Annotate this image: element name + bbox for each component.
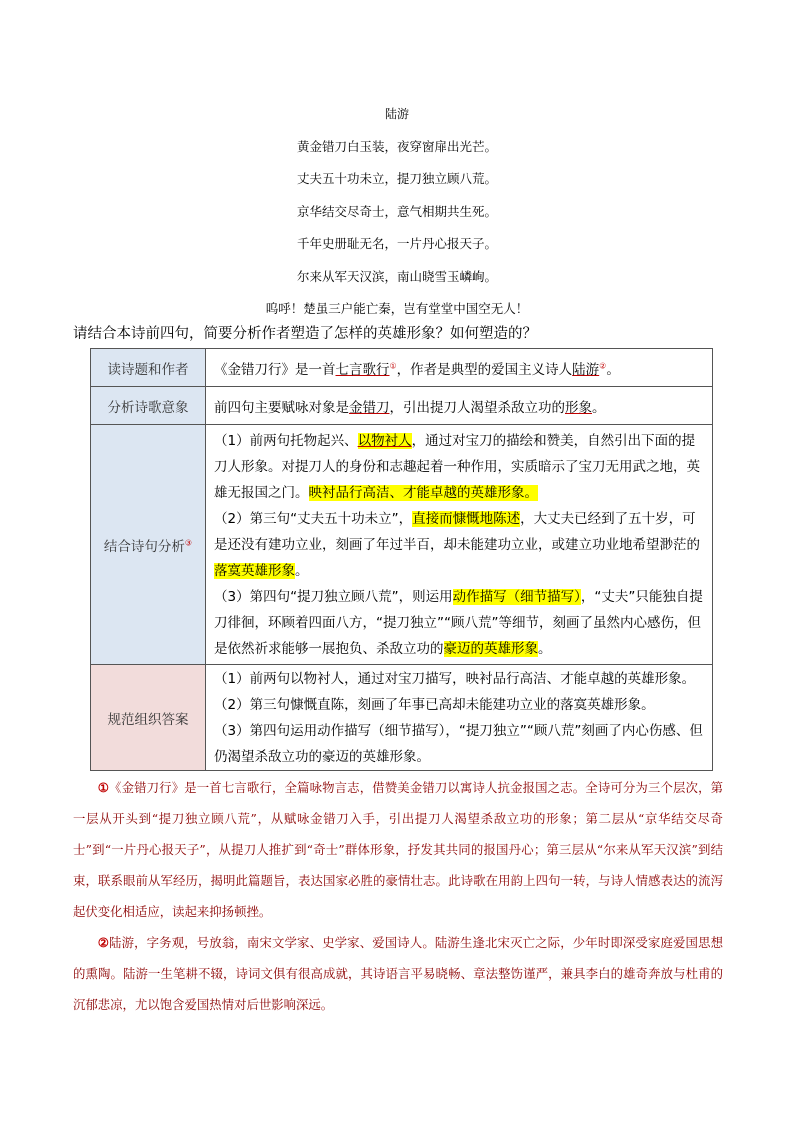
- poem-line: 千年史册耻无名，一片丹心报天子。: [296, 236, 497, 251]
- underlined-text: 金错刀: [349, 399, 390, 416]
- note-paragraph: [73, 927, 723, 1020]
- row-label: 读诗题和作者: [91, 349, 206, 387]
- text: （3）第四句“提刀独立顾八荒”，则运用: [214, 588, 453, 605]
- text: （2）第三句“丈夫五十功未立”，: [214, 510, 413, 527]
- analysis-paragraph: [214, 584, 704, 662]
- note-number: ①: [97, 780, 110, 795]
- underlined-text: 形象: [565, 399, 592, 416]
- highlighted-text: 动作描写（细节描写）: [452, 588, 581, 605]
- underlined-text: 七言歌行: [335, 361, 390, 378]
- poem-author: 陆游: [384, 107, 409, 121]
- row-content: [206, 665, 713, 771]
- analysis-paragraph: [214, 428, 704, 506]
- text: （1）前两句托物起兴、: [214, 432, 358, 449]
- text: ，通过对宝刀的描绘和赞美，自然引出下面的提刀人形象。对提刀人的身份和志趣起着一种作用，实质暗示了宝刀无用武之地，英雄无报国之门。: [214, 432, 700, 501]
- row-content: [206, 349, 713, 387]
- highlighted-text: 落寞英雄形象: [214, 562, 295, 579]
- highlighted-text: 直接而慷慨地陈述: [412, 510, 521, 527]
- row-content: [206, 425, 713, 665]
- note-text: 《金错刀行》是一首七言歌行，全篇咏物言志，借赞美金错刀以寓诗人抗金报国之志。全诗可分为三个层次，第一层从开头到“提刀独立顾八荒”，从赋咏金错刀入手，引出提刀人渴望杀敌立功的形象；第二层从“京华结交尽奇士”到“一片丹心报天子”，从提刀人推扩到“奇士”群体形象，抒发其共同的报国丹心；第三层从“尔来从军天汉滨”到结束，联系眼前从军经历，揭明此篇题旨，表达国家必胜的豪情壮志。此诗歌在用韵上四句一转，与诗人情感表达的流泻起伏变化相适应，读起来抑扬顿挫。: [73, 780, 723, 919]
- text: ，作者是典型的爱国主义诗人: [396, 361, 573, 378]
- answer-line: （2）第三句慷慨直陈，刻画了年事已高却未能建功立业的落寞英雄形象。: [214, 696, 655, 713]
- highlighted-text: 映衬品行高洁、才能卓越的英雄形象。: [308, 484, 538, 501]
- row-label: 分析诗歌意象: [91, 387, 206, 425]
- text: 。: [538, 640, 552, 657]
- note-paragraph: [73, 772, 723, 927]
- poem-line: 丈夫五十功未立，提刀独立顾八荒。: [296, 171, 497, 186]
- poem-line: 呜呼！楚虽三户能亡秦，岂有堂堂中国空无人！: [265, 301, 529, 316]
- text: ，引出提刀人渴望杀敌立功的: [389, 399, 565, 416]
- poem-line: 京华结交尽奇士，意气相期共生死。: [296, 203, 497, 219]
- row-label: 规范组织答案: [91, 665, 206, 771]
- footnote-mark: ①: [389, 361, 397, 370]
- poem-line: 尔来从军天汉滨，南山晓雪玉嶙峋。: [296, 268, 497, 284]
- question: 请结合本诗前四句，简要分析作者塑造了怎样的英雄形象？如何塑造的？: [73, 326, 537, 342]
- table-row: [91, 425, 713, 665]
- answer-table: [90, 348, 713, 771]
- poem: [0, 98, 794, 326]
- table-row: [91, 349, 713, 387]
- row-content: [206, 387, 713, 425]
- highlighted-text: 豪迈的英雄形象: [443, 640, 538, 657]
- text: 前四句主要赋咏对象是: [214, 399, 349, 416]
- footnote-mark: ③: [184, 538, 193, 547]
- analysis-paragraph: [214, 506, 704, 584]
- label-text: 结合诗句分析: [103, 538, 185, 555]
- table-row: [91, 387, 713, 425]
- text: ，大丈夫已经到了五十岁，可是还没有建功立业，刻画了年过半百，却未能建功立业，或建立功业地希望渺茫的: [214, 510, 700, 553]
- poem-line: 黄金错刀白玉装，夜穿窗扉出光芒。: [296, 138, 497, 154]
- text: 《金错刀行》是一首: [214, 361, 336, 378]
- text: 。: [295, 562, 309, 579]
- note-text: 陆游，字务观，号放翁，南宋文学家、史学家、爱国诗人。陆游生逢北宋灭亡之际，少年时即深受家庭爱国思想的熏陶。陆游一生笔耕不辍，诗词文俱有很高成就，其诗语言平易晓畅、章法整饬谨严，兼具李白的雄奇奔放与杜甫的沉郁悲凉，尤以饱含爱国热情对后世影响深远。: [73, 935, 723, 1012]
- table-row: [91, 665, 713, 771]
- text: 。: [606, 361, 620, 378]
- footnote-mark: ②: [599, 361, 607, 370]
- note-number: ②: [97, 935, 110, 950]
- row-label: [91, 425, 206, 665]
- answer-line: （1）前两句以物衬人，通过对宝刀描写，映衬品行高洁、才能卓越的英雄形象。: [214, 670, 696, 687]
- text: 。: [592, 399, 606, 416]
- text: ，“丈夫”只能独自提刀徘徊，环顾着四面八方，“提刀独立”“顾八荒”等细节，刻画了虽然内心感伤，但是依然祈求能够一展抱负、杀敌立功的: [214, 588, 703, 657]
- highlighted-text: 以物衬人: [357, 432, 412, 449]
- answer-line: （3）第四句运用动作描写（细节描写），“提刀独立”“顾八荒”刻画了内心伤感、但仍渴望杀敌立功的豪迈的英雄形象。: [214, 722, 703, 765]
- underlined-text: 陆游: [572, 361, 600, 378]
- notes: [73, 772, 723, 1020]
